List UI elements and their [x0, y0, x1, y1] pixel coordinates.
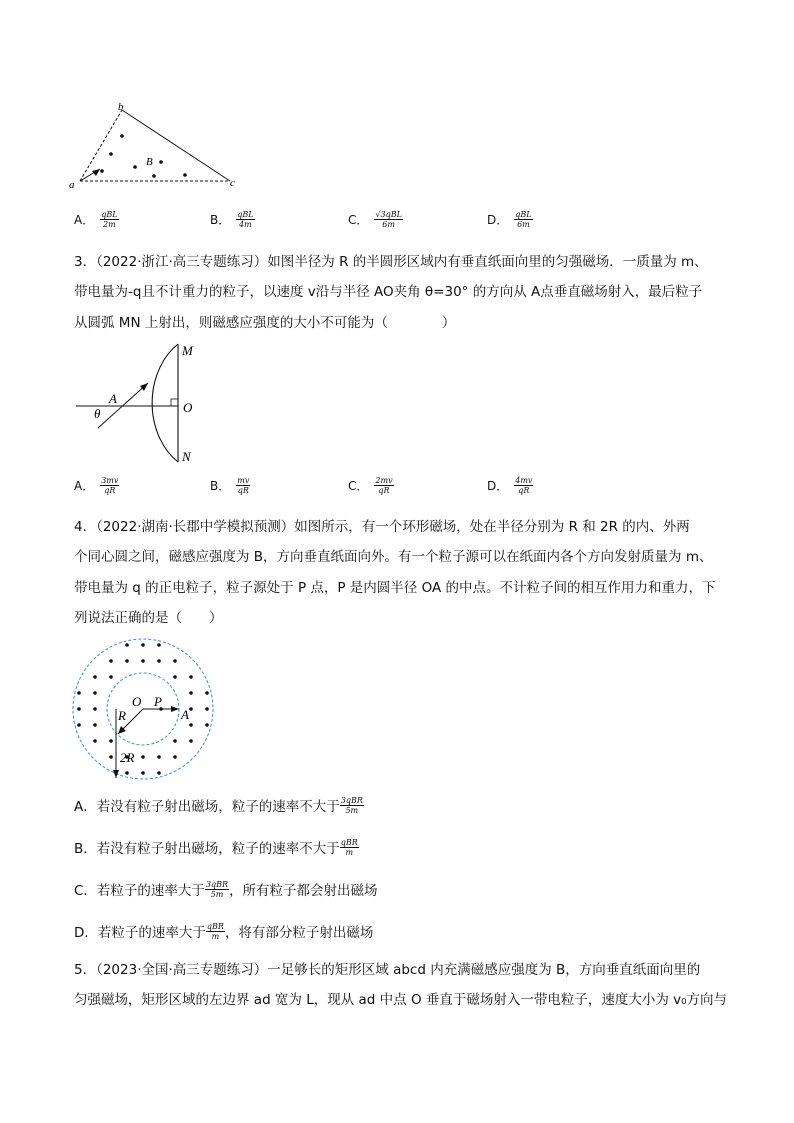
- field-dot: [189, 723, 193, 727]
- q4-option-a[interactable]: A．若没有粒子射出磁场，粒子的速率不大于 $\frac{\text{3qBR}}{5m}$: [74, 795, 363, 815]
- field-dot: [125, 659, 129, 663]
- q4-option-c[interactable]: C．若粒子的速率大于 $\frac{\text{3qBR}}{5m}$ ，所有粒子都会射出磁场: [74, 879, 378, 899]
- field-dot: [141, 643, 145, 647]
- field-dot: [93, 691, 97, 695]
- field-dot: [141, 755, 145, 759]
- field-dot: [189, 707, 193, 711]
- q3-option-a[interactable]: A． $\frac{3mv}{qR}$: [74, 476, 119, 495]
- field-dot: [93, 723, 97, 727]
- triangle-figure: [66, 100, 246, 192]
- field-dot: [173, 675, 177, 679]
- q3-text-line-2: 带电量为-q且不计重力的粒子，以速度 v沿与半径 AO夹角 θ=30° 的方向从 A点垂直磁场射入，最后粒子: [74, 284, 703, 300]
- field-dot: [77, 707, 81, 711]
- q5-text-line-2: 匀强磁场，矩形区域的左边界 ad 宽为 L，现从 ad 中点 O 垂直于磁场射入一带电粒子，速度大小为 v₀方向与: [74, 992, 728, 1008]
- field-dot: [109, 755, 113, 759]
- field-dot: [205, 691, 209, 695]
- field-dot: [109, 739, 113, 743]
- field-dot: [93, 739, 97, 743]
- field-dot: [77, 723, 81, 727]
- ring-field-figure: [70, 636, 216, 782]
- field-dot: [141, 771, 145, 775]
- field-dot: [189, 675, 193, 679]
- field-dot: [157, 771, 161, 775]
- label-M: M: [182, 343, 193, 358]
- label-O: O: [132, 694, 142, 709]
- field-dot: [141, 659, 145, 663]
- label-a: a: [69, 179, 75, 191]
- q4-text-line-4: 列说法正确的是（ ）: [74, 610, 223, 626]
- q4-text-line-2: 个同心圆之间，磁感应强度为 B，方向垂直纸面向外。有一个粒子源可以在纸面内各个方向发射质量为 m、: [74, 549, 713, 565]
- label-c: c: [230, 177, 235, 189]
- field-dot: [205, 723, 209, 727]
- q5-text-line-1: 5．（2023·全国·高三专题练习）一足够长的矩形区域 abcd 内充满磁感应强度为 B，方向垂直纸面向里的: [74, 962, 701, 978]
- label-b: b: [118, 101, 124, 113]
- q3-option-c[interactable]: C． $\frac{2mv}{qR}$: [348, 476, 393, 495]
- field-dot: [125, 771, 129, 775]
- field-dot: [93, 675, 97, 679]
- q3-text-line-1: 3．（2022·浙江·高三专题练习）如图半径为 R 的半圆形区域内有垂直纸面向里的匀强磁场．一质量为 m、: [74, 254, 708, 270]
- label-A: A: [109, 391, 117, 406]
- q3-text-line-3: 从圆弧 MN 上射出，则磁感应强度的大小不可能为（ ）: [74, 315, 456, 331]
- field-dot: [109, 659, 113, 663]
- field-dot: [189, 691, 193, 695]
- label-R: R: [118, 708, 126, 723]
- field-dot: [93, 707, 97, 711]
- label-A: A: [181, 707, 189, 722]
- q4-option-d[interactable]: D．若粒子的速率大于 $\frac{\text{qBR}}{m}$ ，将有部分粒子射出磁场: [74, 921, 374, 941]
- field-dot: [157, 755, 161, 759]
- q4-text-line-3: 带电量为 q 的正电粒子，粒子源处于 P 点，P 是内圆半径 OA 的中点。不计粒子间的相互作用力和重力，下: [74, 580, 716, 596]
- label-B: B: [146, 156, 153, 168]
- q4-text-line-1: 4．（2022·湖南·长郡中学模拟预测）如图所示，有一个环形磁场，处在半径分别为 R 和 2R 的内、外两: [74, 519, 690, 535]
- label-2R: 2R: [120, 750, 135, 765]
- q2-option-a[interactable]: A． $\frac{\text{qBL}}{2m}$: [74, 210, 118, 229]
- q3-option-d[interactable]: D． $\frac{4mv}{qR}$: [487, 476, 533, 495]
- field-dot: [173, 739, 177, 743]
- q2-option-d[interactable]: D． $\frac{\text{qBL}}{6m}$: [487, 210, 532, 229]
- q4-option-b[interactable]: B．若没有粒子射出磁场，粒子的速率不大于 $\frac{\text{qBR}}{m}$: [74, 837, 358, 857]
- field-dot: [125, 643, 129, 647]
- field-dot: [77, 691, 81, 695]
- q2-option-b[interactable]: B． $\frac{\text{qBL}}{4m}$: [210, 210, 254, 229]
- field-dot: [109, 675, 113, 679]
- semicircle-figure: [70, 336, 210, 470]
- field-dot: [189, 739, 193, 743]
- field-dot: [157, 659, 161, 663]
- field-dot: [173, 755, 177, 759]
- label-P: P: [154, 694, 162, 709]
- field-dot: [173, 659, 177, 663]
- q3-option-b[interactable]: B． $\frac{mv}{qR}$: [210, 476, 250, 495]
- q2-option-c[interactable]: C． $\frac{\text{√3qBL}}{6m}$: [348, 210, 402, 229]
- field-dot: [157, 643, 161, 647]
- label-O: O: [183, 400, 193, 415]
- label-theta: θ: [94, 406, 101, 421]
- field-dot: [205, 707, 209, 711]
- label-N: N: [182, 449, 191, 464]
